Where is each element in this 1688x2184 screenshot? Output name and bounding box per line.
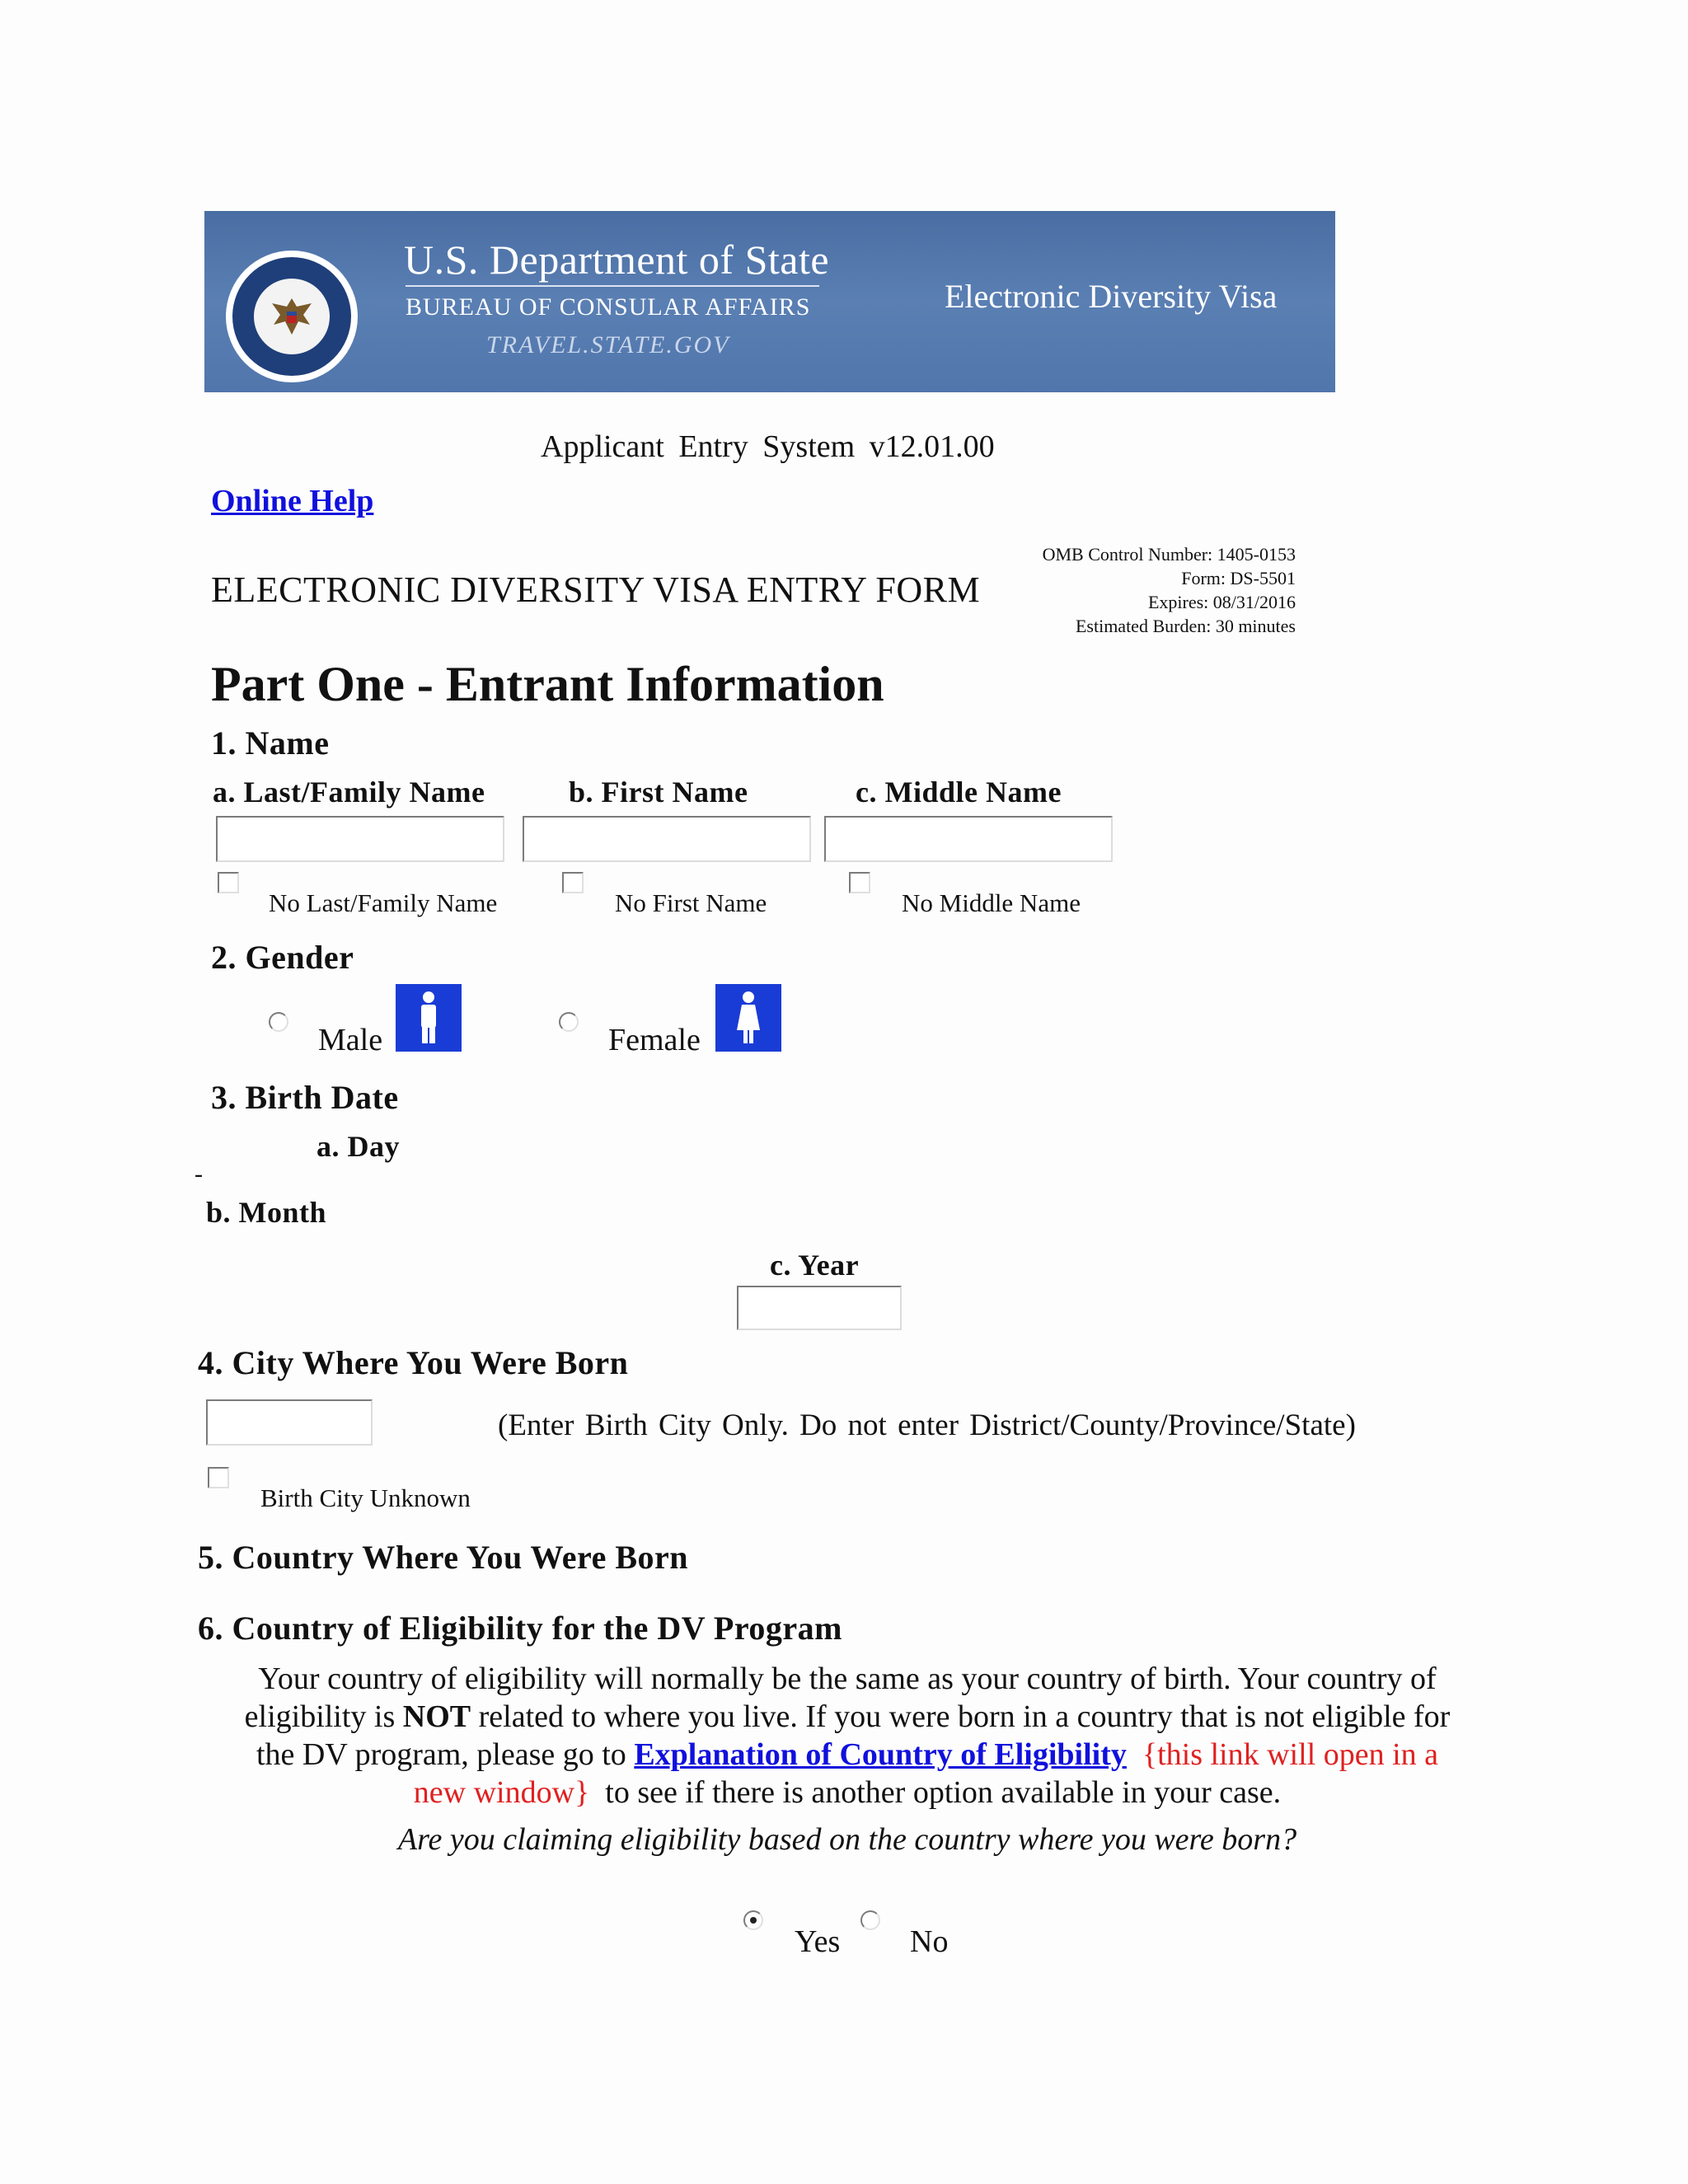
- omb-control-number: OMB Control Number: 1405-0153: [1042, 544, 1296, 565]
- gender-section-title: 2. Gender: [211, 939, 354, 976]
- eligibility-explanation: [204, 1660, 1490, 1811]
- birth-city-section-title: 4. City Where You Were Born: [198, 1344, 629, 1381]
- birth-city-input[interactable]: [206, 1399, 373, 1446]
- year-input[interactable]: [737, 1286, 902, 1330]
- department-title: U.S. Department of State: [404, 237, 830, 283]
- birth-city-unknown-label: Birth City Unknown: [260, 1483, 471, 1512]
- first-name-label: b. First Name: [569, 776, 748, 808]
- site-name: TRAVEL.STATE.GOV: [486, 331, 730, 359]
- female-person-icon: [715, 984, 781, 1052]
- eligibility-text-line2: [204, 1698, 1490, 1736]
- birth-city-note: (Enter Birth City Only. Do not enter District/County/Province/State): [498, 1408, 1356, 1442]
- month-label: b. Month: [206, 1196, 327, 1229]
- eligibility-yes-label: Yes: [795, 1924, 841, 1959]
- eligibility-no-radio[interactable]: [860, 1910, 880, 1930]
- no-first-name-checkbox[interactable]: [562, 872, 584, 893]
- eligibility-text-line4-end: to see if there is another option available in your case.: [605, 1775, 1282, 1810]
- last-name-input[interactable]: [216, 816, 504, 862]
- new-window-notice-start: {this link will open in a: [1142, 1737, 1439, 1772]
- no-first-name-label: No First Name: [615, 888, 767, 917]
- name-section-title: 1. Name: [211, 724, 330, 762]
- department-seal-icon: [226, 251, 358, 382]
- eligibility-text-line2-start: eligibility is: [244, 1699, 396, 1734]
- bureau-title: BUREAU OF CONSULAR AFFAIRS: [406, 293, 811, 321]
- eligibility-text-line1: Your country of eligibility will normally be the same as your country of birth. Your country of: [258, 1661, 1437, 1696]
- eligibility-text-line4: [204, 1774, 1490, 1811]
- title-divider: [406, 285, 819, 287]
- year-label: c. Year: [770, 1249, 860, 1282]
- birth-city-unknown-checkbox[interactable]: [208, 1467, 229, 1488]
- eligibility-text-line3-start: the DV program, please go to: [256, 1737, 626, 1772]
- middle-name-input[interactable]: [824, 816, 1113, 862]
- first-name-input[interactable]: [523, 816, 811, 862]
- eligibility-section-title: 6. Country of Eligibility for the DV Program: [198, 1610, 842, 1647]
- estimated-burden: Estimated Burden: 30 minutes: [1075, 616, 1296, 636]
- female-label: Female: [608, 1023, 701, 1057]
- header-banner: [204, 211, 1335, 392]
- no-last-name-label: No Last/Family Name: [269, 888, 498, 917]
- eligibility-question: Are you claiming eligibility based on the country where you were born?: [397, 1822, 1297, 1857]
- no-middle-name-checkbox[interactable]: [849, 872, 870, 893]
- middle-name-label: c. Middle Name: [856, 776, 1062, 808]
- new-window-notice-end: new window}: [413, 1775, 590, 1810]
- explanation-country-eligibility-link[interactable]: Explanation of Country of Eligibility: [634, 1737, 1127, 1772]
- not-emphasis: NOT: [402, 1699, 471, 1734]
- no-last-name-checkbox[interactable]: [218, 872, 239, 893]
- eligibility-text-line3: [204, 1736, 1490, 1774]
- eligibility-text-line2-end: related to where you live. If you were born in a country that is not eligible for: [478, 1699, 1451, 1734]
- page-title: Part One - Entrant Information: [211, 657, 884, 711]
- male-person-icon: [396, 984, 462, 1052]
- male-label: Male: [318, 1023, 383, 1057]
- female-radio[interactable]: [559, 1012, 579, 1032]
- day-label: a. Day: [316, 1130, 400, 1163]
- omb-info: [1043, 542, 1296, 638]
- male-radio[interactable]: [269, 1012, 288, 1032]
- birth-date-section-title: 3. Birth Date: [211, 1079, 399, 1116]
- form-number: Form: DS-5501: [1181, 568, 1296, 588]
- online-help-link[interactable]: Online Help: [211, 484, 374, 518]
- product-title: Electronic Diversity Visa: [945, 278, 1278, 315]
- form-expiration: Expires: 08/31/2016: [1147, 592, 1296, 612]
- eligibility-yes-radio[interactable]: [743, 1910, 763, 1930]
- system-version: Applicant Entry System v12.01.00: [541, 429, 995, 464]
- eligibility-no-label: No: [910, 1924, 949, 1959]
- dash-mark: -: [195, 1160, 203, 1188]
- form-title: ELECTRONIC DIVERSITY VISA ENTRY FORM: [211, 569, 981, 610]
- last-name-label: a. Last/Family Name: [213, 776, 485, 808]
- no-middle-name-label: No Middle Name: [902, 888, 1081, 917]
- birth-country-section-title: 5. Country Where You Were Born: [198, 1539, 689, 1576]
